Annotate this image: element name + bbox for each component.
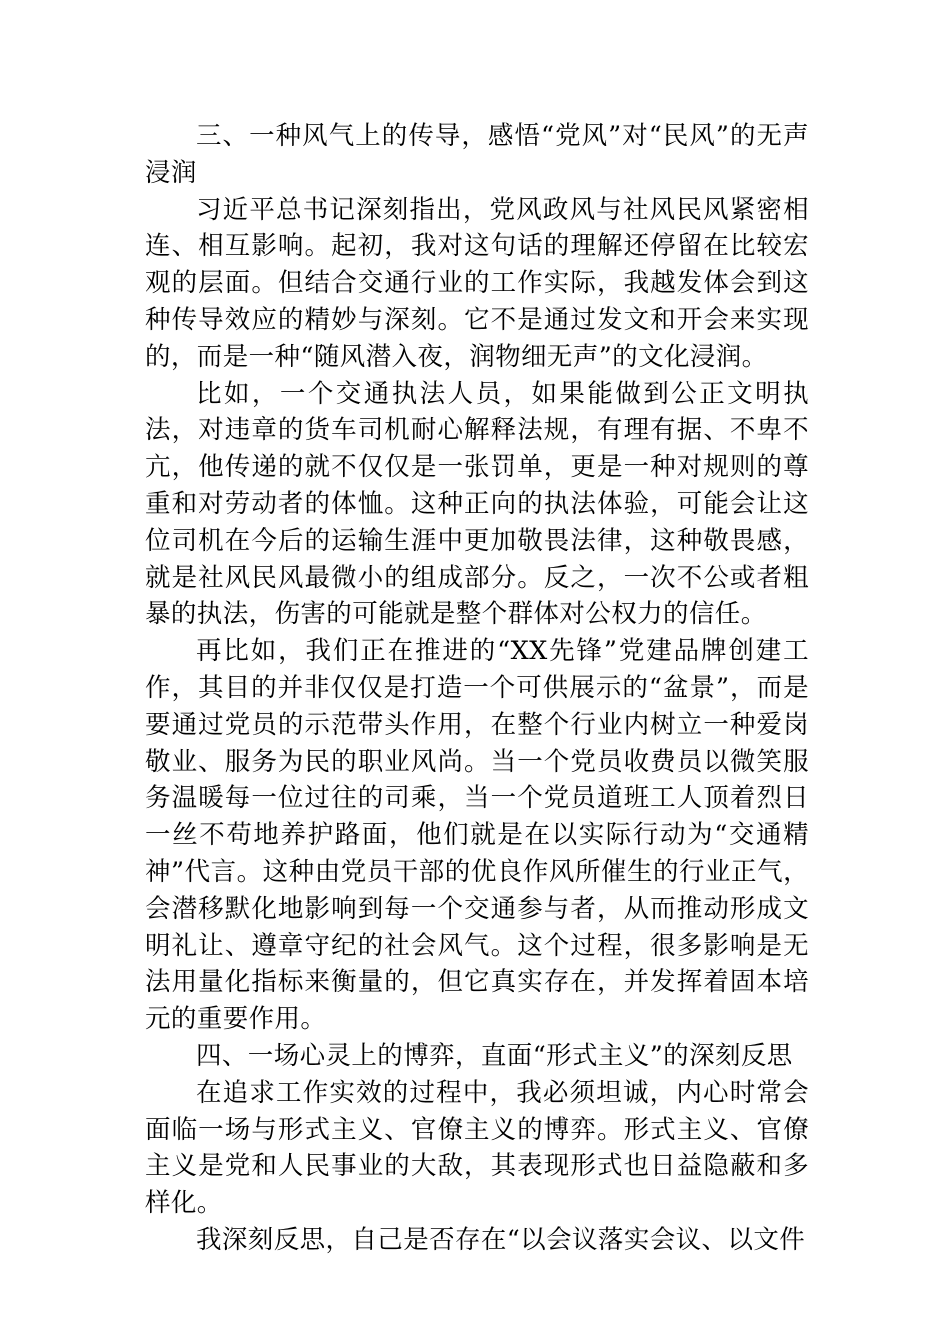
- section-heading-4: 四、一场心灵上的博弈，直面“形式主义”的深刻反思: [196, 1040, 793, 1071]
- body-paragraph: 我深刻反思，自己是否存在“以会议落实会议、以文件: [196, 1224, 806, 1255]
- body-paragraph: 习近平总书记深刻指出，党风政风与社风民风紧密相连、相互影响。起初，我对这句话的理解还停留在比较宏观的层面。但结合交通行业的工作实际，我越发体会到这种传导效应的精妙与深刻。它不是通过发文和开会来实现的，而是一种“随风潜入夜，润物细无声”的文化浸润。: [145, 194, 809, 372]
- body-paragraph: 再比如，我们正在推进的“XX先锋”党建品牌创建工作，其目的并非仅仅是打造一个可供展示的“盆景”，而是要通过党员的示范带头作用，在整个行业内树立一种爱岗敬业、服务为民的职业风尚。当一个党员收费员以微笑服务温暖每一位过往的司乘，当一个党员道班工人顶着烈日一丝不苟地养护路面，他们就是在以实际行动为“交通精神”代言。这种由党员干部的优良作风所催生的行业正气，会潜移默化地影响到每一个交通参与者，从而推动形成文明礼让、遵章守纪的社会风气。这个过程，很多影响是无法用量化指标来衡量的，但它真实存在，并发挥着固本培元的重要作用。: [145, 636, 809, 1035]
- document-page: [145, 118, 809, 1259]
- body-paragraph: 比如，一个交通执法人员，如果能做到公正文明执法，对违章的货车司机耐心解释法规，有理有据、不卑不亢，他传递的就不仅仅是一张罚单，更是一种对规则的尊重和对劳动者的体恤。这种正向的执法体验，可能会让这位司机在今后的运输生涯中更加敬畏法律，这种敬畏感，就是社风民风最微小的组成部分。反之，一次不公或者粗暴的执法，伤害的可能就是整个群体对公权力的信任。: [145, 378, 809, 630]
- section-heading-3: 三、一种风气上的传导，感悟“党风”对“民风”的无声浸润: [145, 121, 809, 188]
- body-paragraph: 在追求工作实效的过程中，我必须坦诚，内心时常会面临一场与形式主义、官僚主义的博弈。形式主义、官僚主义是党和人民事业的大敌，其表现形式也日益隐蔽和多样化。: [145, 1077, 809, 1219]
